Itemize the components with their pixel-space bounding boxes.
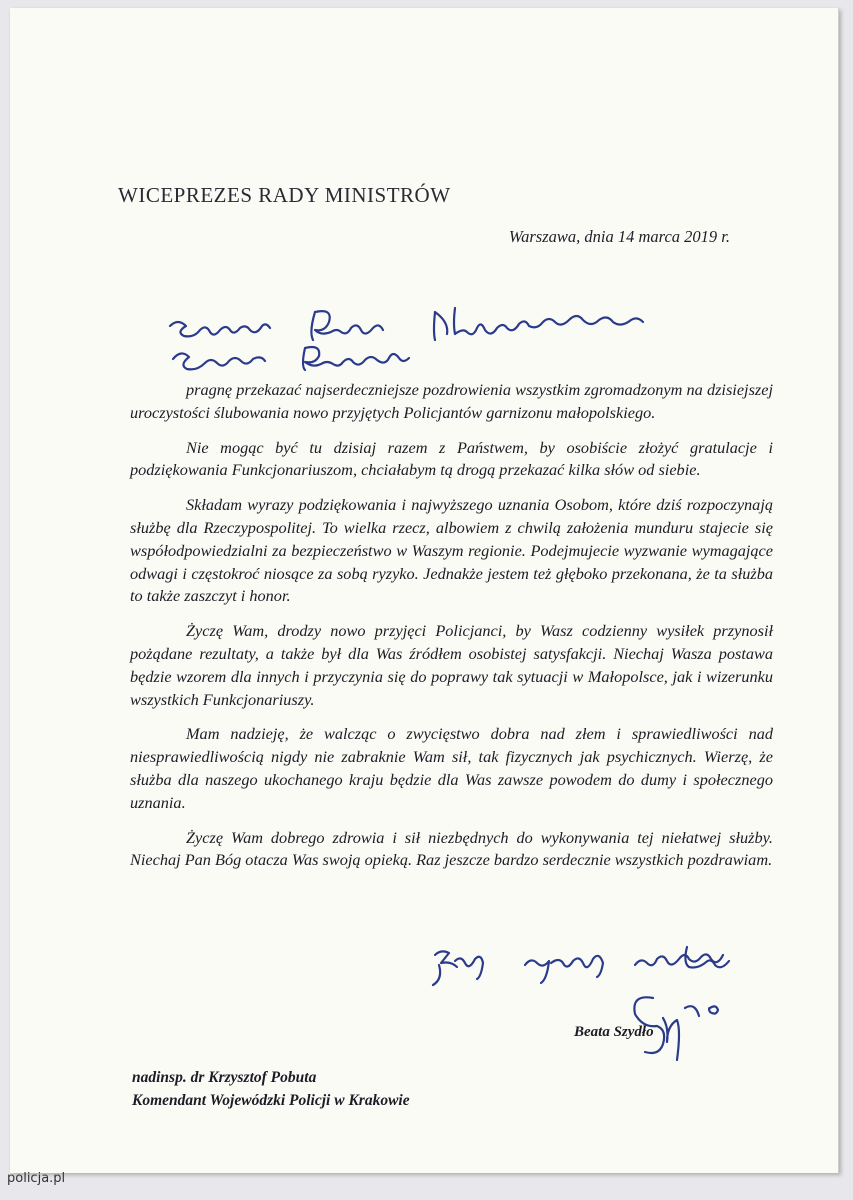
paragraph-1: pragnę przekazać najserdeczniejsze pozdrowienia wszystkim zgromadzonym na dzisiejszej uroczystości ślubowania nowo przyjętych Policjantów garnizonu małopolskiego. bbox=[130, 380, 773, 422]
letter-page bbox=[10, 8, 839, 1173]
paragraph-3: Składam wyrazy podziękowania i najwyższego uznania Osobom, które dziś rozpoczynają służbę dla Rzeczypospolitej. To wielka rzecz, albowiem z chwilą założenia munduru stajecie się współodpowiedzialni za bezpieczeństwo w Waszym regionie. Podejmujecie wyzwanie wymagające odwagi i częstokroć niosące za sobą ryzyko. Jednakże jestem też głęboko przekonana, że ta służba to także zaszczyt i honor. bbox=[130, 495, 773, 606]
paragraph-6: Życzę Wam dobrego zdrowia i sił niezbędnych do wykonywania tej niełatwej służby. Niechaj Pan Bóg otacza Was swoją opieką. Raz jeszcze bardzo serdecznie wszystkich pozdrawiam. bbox=[130, 827, 773, 870]
paragraph-2: Nie mogąc być tu dzisiaj razem z Państwem, by osobiście złożyć gratulacje i podziękowania Funkcjonariuszom, chciałabym tą drogą przekazać kilka słów od siebie. bbox=[130, 437, 773, 480]
source-watermark: policja.pl bbox=[7, 1171, 66, 1186]
date-line: Warszawa, dnia 14 marca 2019 r. bbox=[508, 227, 730, 246]
recipient-name: nadinsp. dr Krzysztof Pobuta bbox=[132, 1069, 317, 1086]
handwritten-closing bbox=[425, 943, 755, 993]
paragraph-4: Życzę Wam, drodzy nowo przyjęci Policjanci, by Wasz codzienny wysiłek przynosił pożądane rezultaty, a także był dla Was źródłem osobistej satysfakcji. Niechaj Wasza postawa będzie wzorem dla innych i przyczynia się do poprawy tak sytuacji w Małopolsce, jak i wizerunku wszystkich Funkcjonariuszy. bbox=[130, 621, 773, 709]
letterhead-title: WICEPREZES RADY MINISTRÓW bbox=[118, 183, 451, 207]
recipient-block bbox=[132, 1066, 410, 1112]
recipient-title: Komendant Wojewódzki Policji w Krakowie bbox=[132, 1092, 410, 1109]
signer-name: Beata Szydło bbox=[574, 1024, 654, 1040]
paragraph-5: Mam nadzieję, że walcząc o zwycięstwo dobra nad złem i sprawiedliwości nad niesprawiedliwością nigdy nie zabraknie Wam sił, tak fizycznych jak psychicznych. Wierzę, że służba dla naszego ukochanego kraju będzie dla Was zawsze powodem do dumy i społecznego uznania. bbox=[130, 724, 773, 812]
letter-body bbox=[130, 379, 773, 884]
handwritten-salutation bbox=[165, 304, 685, 374]
